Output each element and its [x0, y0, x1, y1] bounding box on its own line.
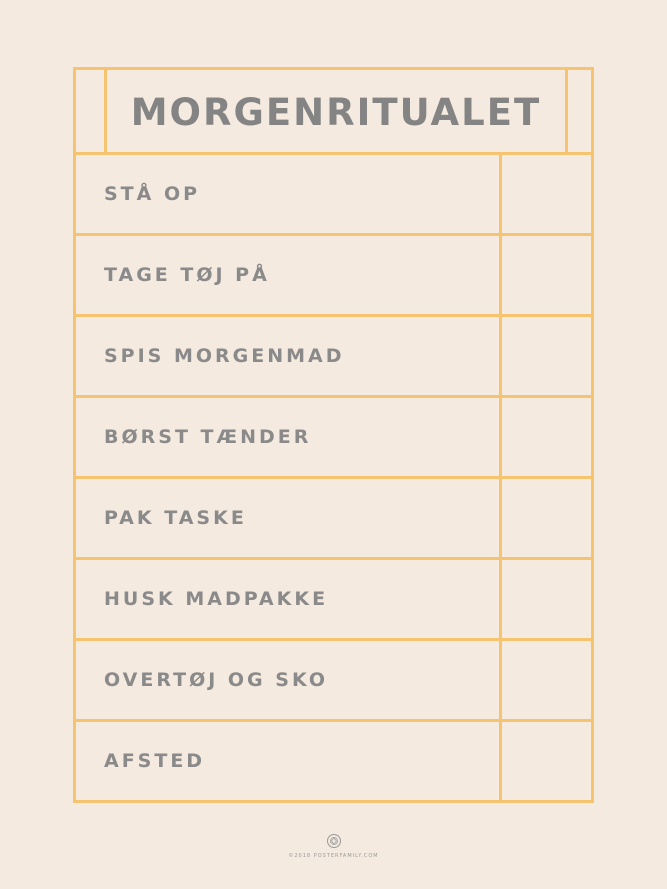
task-row: [76, 479, 591, 560]
task-row: [76, 560, 591, 641]
task-checkbox[interactable]: [499, 560, 591, 638]
task-row: [76, 236, 591, 317]
poster-title: MORGENRITUALET: [130, 91, 542, 134]
footer: [0, 833, 667, 859]
task-label: AFSTED: [104, 750, 206, 772]
posterfamily-logo-icon: [326, 833, 342, 849]
task-label: PAK TASKE: [104, 507, 247, 529]
task-checkbox[interactable]: [499, 479, 591, 557]
task-checkbox[interactable]: [499, 722, 591, 800]
task-checkbox[interactable]: [499, 398, 591, 476]
task-row: [76, 155, 591, 236]
title-header: [76, 70, 591, 155]
task-checkbox[interactable]: [499, 155, 591, 233]
task-label: TAGE TØJ PÅ: [104, 264, 270, 286]
task-row: [76, 722, 591, 800]
copyright-text: ©2018 POSTERFAMILY.COM: [288, 853, 379, 859]
task-list: [76, 155, 591, 800]
task-checkbox[interactable]: [499, 641, 591, 719]
task-checkbox[interactable]: [499, 236, 591, 314]
task-row: [76, 641, 591, 722]
task-row: [76, 317, 591, 398]
task-label: BØRST TÆNDER: [104, 426, 312, 448]
task-label: OVERTØJ OG SKO: [104, 669, 328, 691]
task-label: SPIS MORGENMAD: [104, 345, 345, 367]
checklist-frame: [73, 67, 594, 803]
task-checkbox[interactable]: [499, 317, 591, 395]
task-label: HUSK MADPAKKE: [104, 588, 329, 610]
task-label: STÅ OP: [104, 183, 201, 205]
task-row: [76, 398, 591, 479]
header-divider-right: [565, 70, 568, 155]
